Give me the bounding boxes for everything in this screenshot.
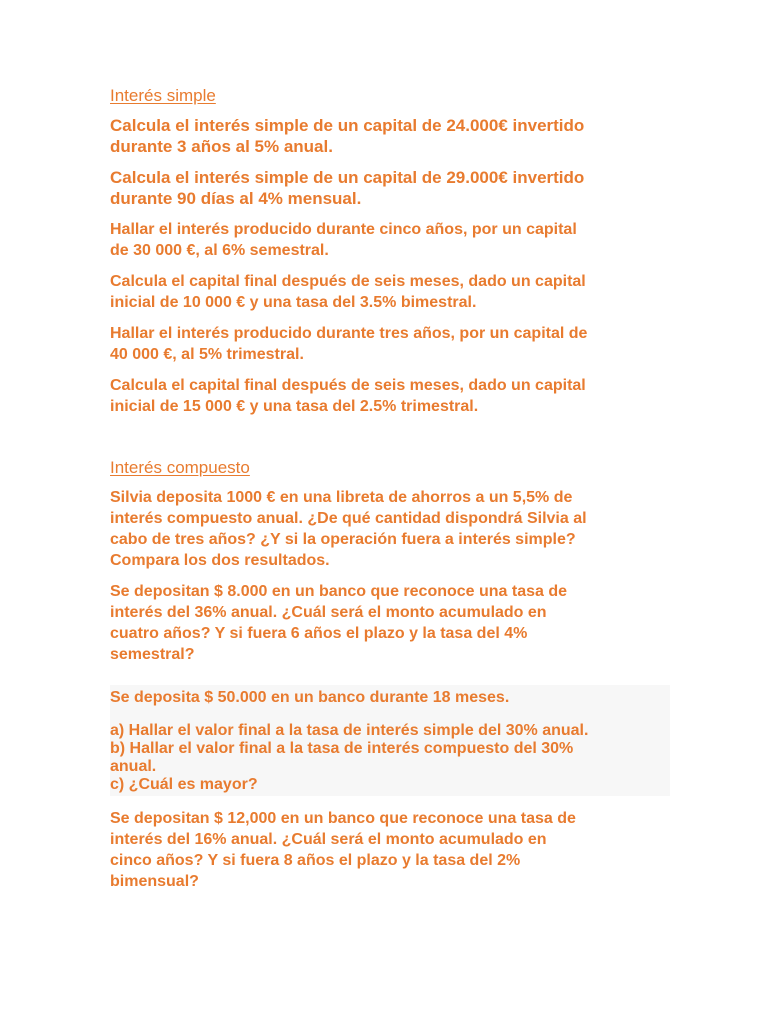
problem-simple-5 — [110, 323, 670, 365]
problem-line: 40 000 €, al 5% trimestral. — [110, 346, 304, 363]
problem-line: cuatro años? Y si fuera 6 años el plazo y la tasa del 4% — [110, 625, 528, 642]
problem-line: cinco años? Y si fuera 8 años el plazo y la tasa del 2% — [110, 852, 521, 869]
problem-line: Calcula el capital final después de seis meses, dado un capital — [110, 377, 586, 394]
problem-compuesto-4 — [110, 808, 670, 892]
problem-compuesto-1 — [110, 487, 670, 571]
problem-line: inicial de 15 000 € y una tasa del 2.5% trimestral. — [110, 398, 479, 415]
problem-option-b-cont: anual. — [110, 758, 157, 775]
problem-line: semestral? — [110, 646, 195, 663]
problem-line: Calcula el interés simple de un capital de 29.000€ invertido — [110, 168, 585, 187]
problem-line: Calcula el capital final después de seis meses, dado un capital — [110, 273, 586, 290]
problem-simple-4 — [110, 271, 670, 313]
problem-line: bimensual? — [110, 873, 199, 890]
problem-line: Compara los dos resultados. — [110, 552, 330, 569]
section-heading-interes-compuesto: Interés compuesto — [110, 458, 250, 477]
problem-line: Hallar el interés producido durante tres años, por un capital de — [110, 325, 588, 342]
problem-simple-2 — [110, 167, 670, 209]
problem-option-a: a) Hallar el valor final a la tasa de interés simple del 30% anual. — [110, 722, 589, 739]
problem-line: durante 3 años al 5% anual. — [110, 137, 333, 156]
problem-line: interés del 36% anual. ¿Cuál será el monto acumulado en — [110, 604, 547, 621]
document-page — [110, 86, 670, 902]
problem-line: Se depositan $ 8.000 en un banco que reconoce una tasa de — [110, 583, 568, 600]
problem-compuesto-2 — [110, 581, 670, 665]
problem-simple-1 — [110, 115, 670, 157]
problem-compuesto-3-box — [110, 685, 670, 796]
problem-simple-6 — [110, 375, 670, 417]
problem-line: Hallar el interés producido durante cinco años, por un capital — [110, 221, 577, 238]
spacer — [110, 675, 670, 685]
problem-line: interés compuesto anual. ¿De qué cantidad dispondrá Silvia al — [110, 510, 587, 527]
problem-line: cabo de tres años? ¿Y si la operación fuera a interés simple? — [110, 531, 576, 548]
problem-line: Silvia deposita 1000 € en una libreta de ahorros a un 5,5% de — [110, 489, 573, 506]
problem-line: interés del 16% anual. ¿Cuál será el monto acumulado en — [110, 831, 547, 848]
problem-line: de 30 000 €, al 6% semestral. — [110, 242, 329, 259]
problem-line: Calcula el interés simple de un capital de 24.000€ invertido — [110, 116, 585, 135]
problem-line: durante 90 días al 4% mensual. — [110, 189, 362, 208]
section-heading-interes-simple: Interés simple — [110, 86, 216, 105]
problem-line: Se depositan $ 12,000 en un banco que reconoce una tasa de — [110, 810, 576, 827]
section-spacer — [110, 427, 670, 458]
problem-simple-3 — [110, 219, 670, 261]
problem-option-c: c) ¿Cuál es mayor? — [110, 776, 258, 793]
problem-intro: Se deposita $ 50.000 en un banco durante 18 meses. — [110, 689, 510, 706]
problem-line: inicial de 10 000 € y una tasa del 3.5% bimestral. — [110, 294, 477, 311]
problem-option-b: b) Hallar el valor final a la tasa de interés compuesto del 30% — [110, 740, 574, 757]
